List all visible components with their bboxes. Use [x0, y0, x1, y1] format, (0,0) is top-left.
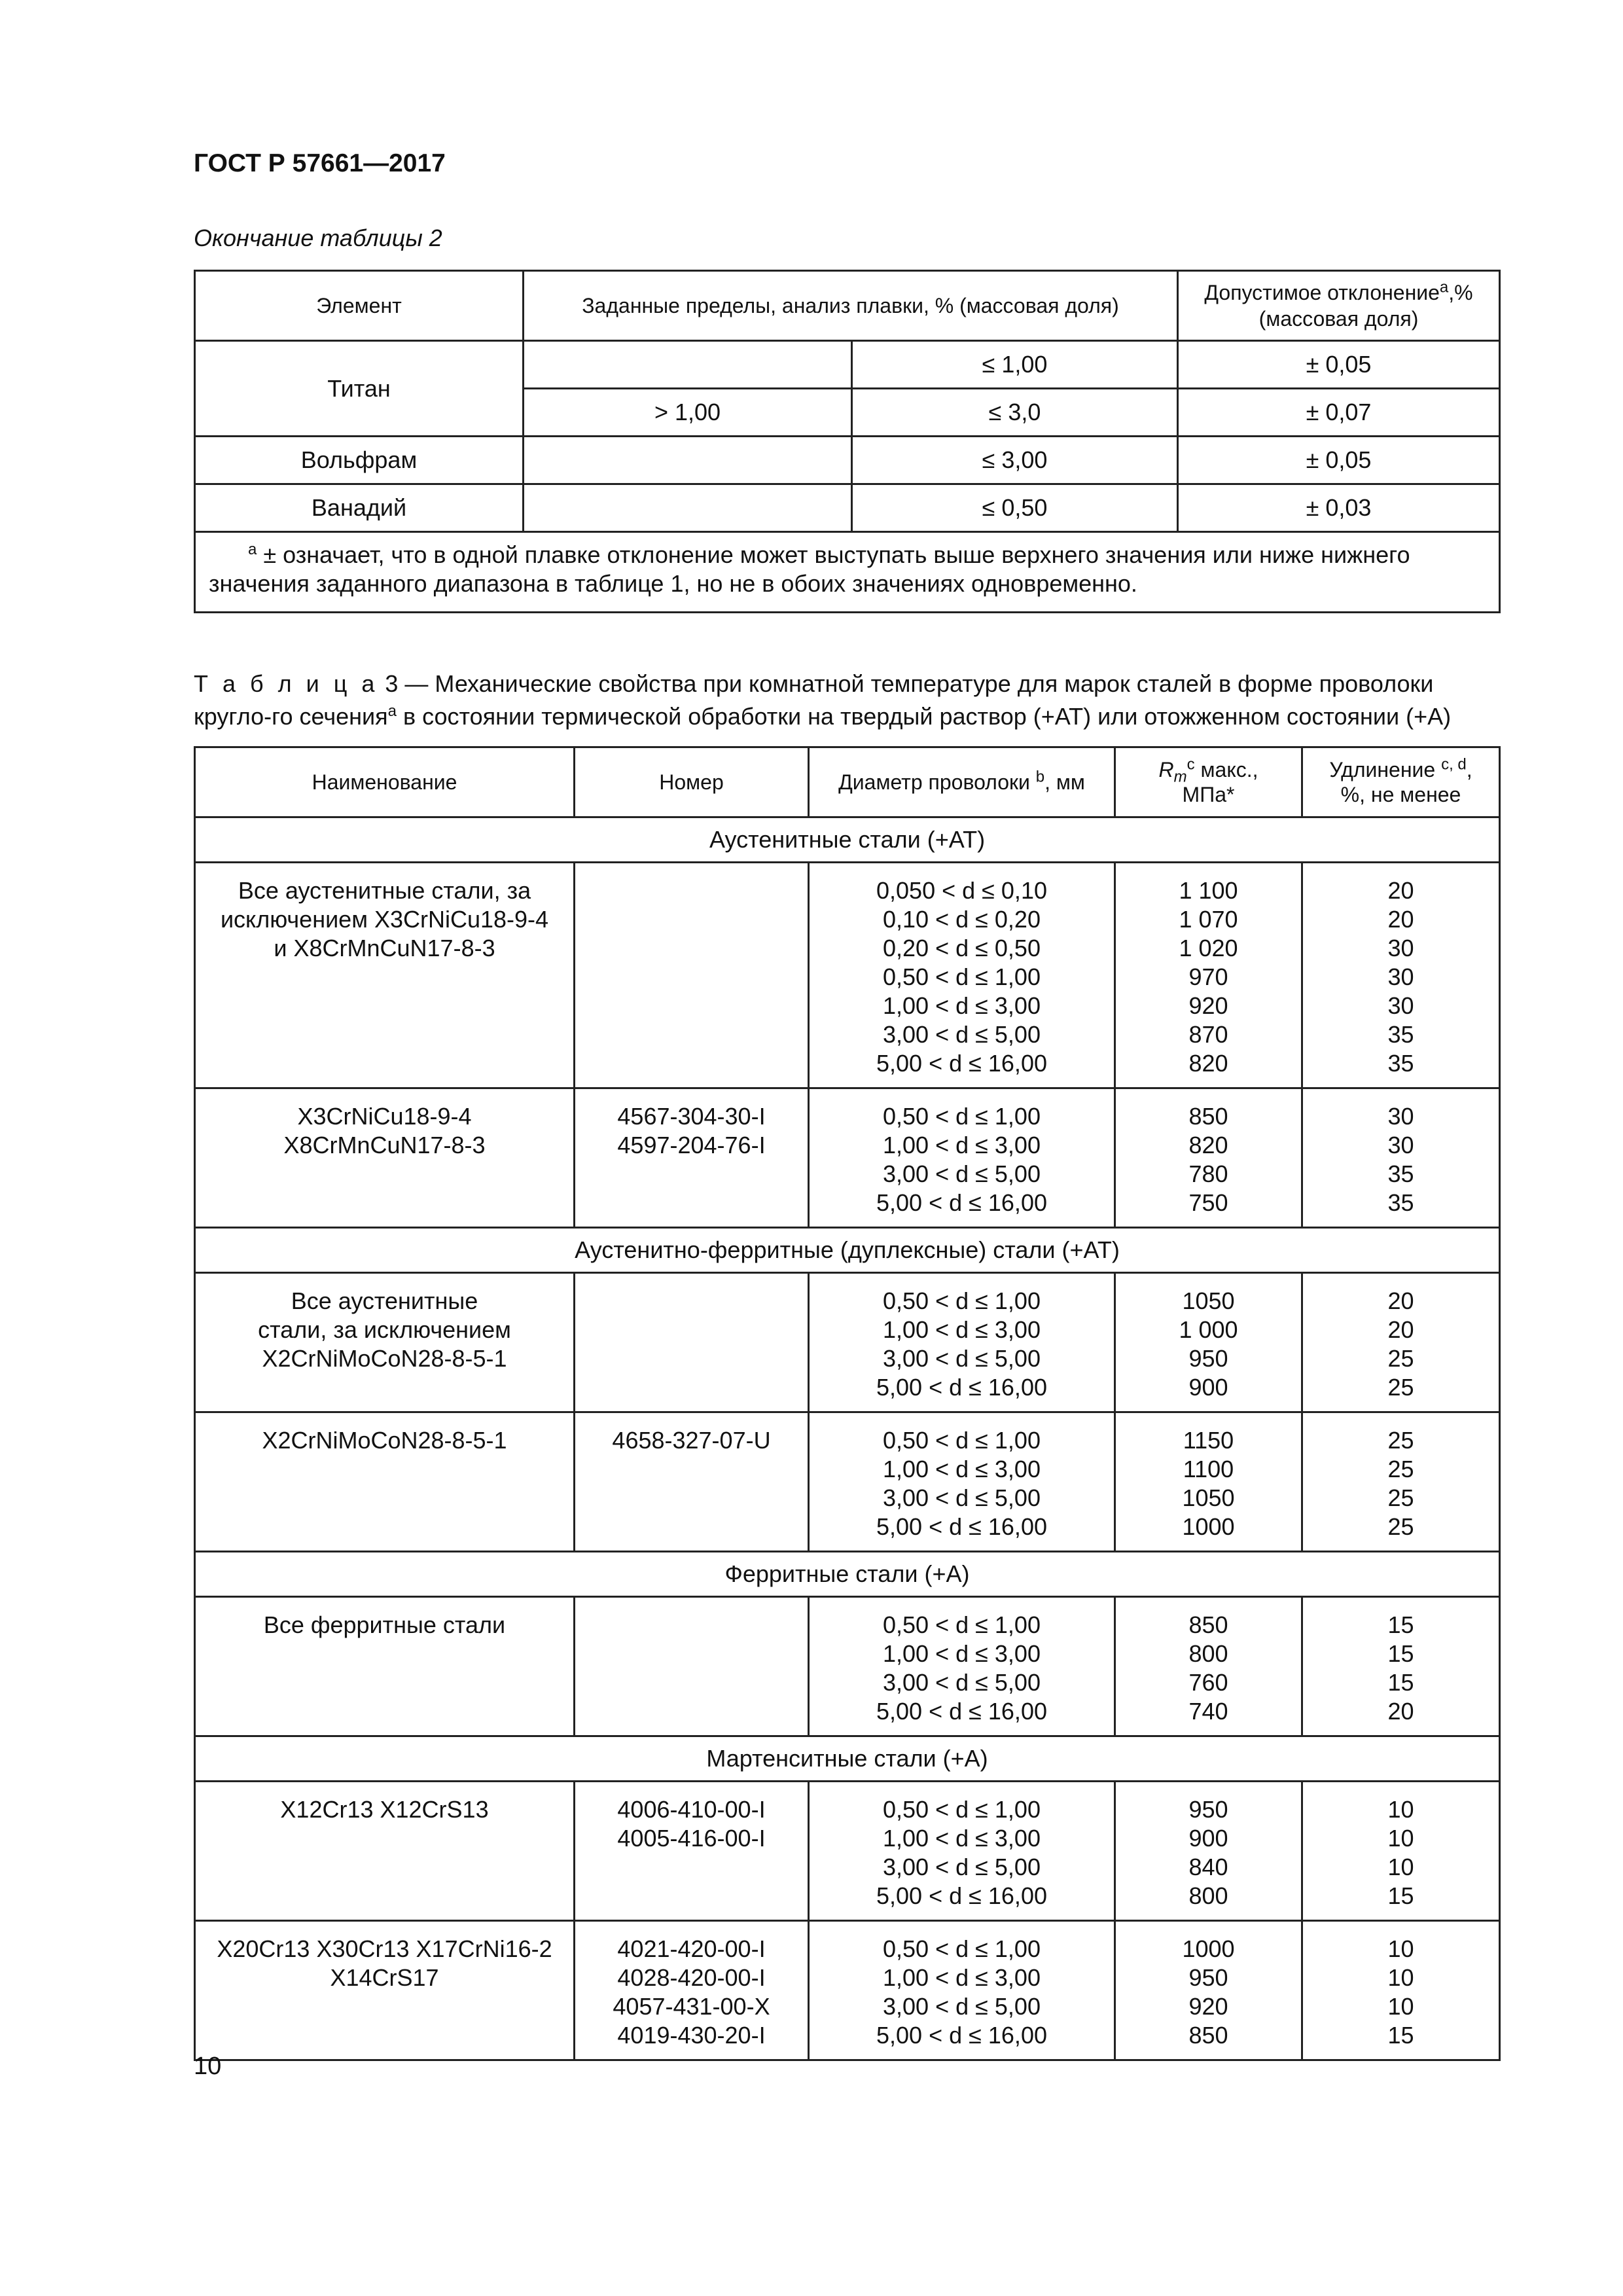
table-row	[195, 863, 1500, 1088]
table3-cell-rm-line: 920	[1188, 992, 1228, 1019]
table3-cell-name-line: Все аустенитные стали, за	[238, 877, 531, 904]
table3-cell-elongation-line: 10	[1387, 1964, 1414, 1991]
table3-cell-name	[195, 1273, 575, 1412]
table-row	[195, 437, 1500, 484]
table3-cell-rm-line: 850	[1188, 1611, 1228, 1638]
table3-cell-rm-line: 1000	[1182, 1513, 1235, 1540]
table3-cell-diameter-line: 0,20 < d ≤ 0,50	[883, 935, 1041, 961]
table3-cell-rm-line: 900	[1188, 1374, 1228, 1401]
table3-cell-name-line: X14CrS17	[330, 1964, 439, 1991]
table3-cell-rm-line: 950	[1188, 1964, 1228, 1991]
table2-cell-min	[524, 484, 852, 532]
table3-cell-diameter-line: 0,50 < d ≤ 1,00	[883, 1427, 1041, 1454]
table3-cell-diameter-line: 0,50 < d ≤ 1,00	[883, 1796, 1041, 1823]
table3-cell-rm-line: 1 100	[1179, 877, 1238, 904]
table3-cell-number	[575, 1597, 809, 1736]
table3-cell-number-line: 4658-327-07-U	[612, 1427, 771, 1454]
table-row	[195, 1273, 1500, 1412]
table3-cell-elongation-line: 10	[1387, 1993, 1414, 2020]
table3-cell-rm	[1115, 1273, 1302, 1412]
table3-cell-diameter-line: 5,00 < d ≤ 16,00	[876, 1050, 1047, 1077]
table3-cell-elongation-line: 35	[1387, 1050, 1414, 1077]
table3-cell-diameter	[809, 863, 1115, 1088]
table3-cell-elongation-line: 20	[1387, 1698, 1414, 1725]
table-row	[195, 484, 1500, 532]
table3-cell-rm	[1115, 1412, 1302, 1552]
table3-cell-name-line: Все ферритные стали	[263, 1611, 506, 1638]
table3-cell-elongation-line: 10	[1387, 1935, 1414, 1962]
table3-cell-elongation-line: 25	[1387, 1427, 1414, 1454]
table3-cell-diameter-line: 1,00 < d ≤ 3,00	[883, 1316, 1041, 1343]
table3-cell-diameter-line: 3,00 < d ≤ 5,00	[883, 1484, 1041, 1511]
table3-cell-number	[575, 1273, 809, 1412]
table-row	[195, 341, 1500, 389]
table3-group-row	[195, 1228, 1500, 1273]
table2-header-limits: Заданные пределы, анализ плавки, % (массовая доля)	[524, 271, 1178, 341]
table3-cell-rm-line: 870	[1188, 1021, 1228, 1048]
table3-cell-diameter-line: 3,00 < d ≤ 5,00	[883, 1160, 1041, 1187]
table3-header-elongation: Удлинение $^{c, d}$, %, не менее	[1302, 747, 1500, 817]
table3-cell-rm-line: 780	[1188, 1160, 1228, 1187]
table3-cell-elongation-line: 25	[1387, 1513, 1414, 1540]
table3-header-row	[195, 747, 1500, 817]
table3-cell-rm-line: 970	[1188, 963, 1228, 990]
table3-cell-rm-line: 850	[1188, 1103, 1228, 1130]
table3-cell-elongation-line: 35	[1387, 1160, 1414, 1187]
table2-cell-min	[524, 437, 852, 484]
table2-cell-min	[524, 341, 852, 389]
table-row	[195, 1597, 1500, 1736]
table3-cell-diameter-line: 5,00 < d ≤ 16,00	[876, 1882, 1047, 1909]
table3-cell-number	[575, 863, 809, 1088]
table3-cell-elongation	[1302, 1273, 1500, 1412]
table3-cell-rm	[1115, 1088, 1302, 1228]
table3-body	[195, 817, 1500, 2060]
table3-cell-number	[575, 1782, 809, 1921]
table2-cell-deviation: ± 0,05	[1178, 437, 1500, 484]
table3-cell-number-line: 4057-431-00-X	[613, 1993, 770, 2020]
standard-title: ГОСТ Р 57661—2017	[194, 149, 446, 177]
table3-cell-rm-line: 950	[1188, 1345, 1228, 1372]
table3-cell-diameter-line: 0,050 < d ≤ 0,10	[876, 877, 1047, 904]
table3-cell-rm	[1115, 863, 1302, 1088]
table3-cell-number	[575, 1412, 809, 1552]
table3-cell-diameter-line: 1,00 < d ≤ 3,00	[883, 1640, 1041, 1667]
page-number: 10	[194, 2053, 222, 2080]
table3-cell-number-line: 4021-420-00-I	[617, 1935, 766, 1962]
table3-group-row	[195, 1552, 1500, 1597]
table3-cell-diameter-line: 5,00 < d ≤ 16,00	[876, 2022, 1047, 2049]
table3-cell-elongation-line: 25	[1387, 1345, 1414, 1372]
table3-cell-elongation-line: 30	[1387, 935, 1414, 961]
table3-cell-diameter-line: 3,00 < d ≤ 5,00	[883, 1669, 1041, 1696]
table3-cell-diameter	[809, 1273, 1115, 1412]
table3-cell-diameter-line: 0,50 < d ≤ 1,00	[883, 1611, 1041, 1638]
table3-cell-name-line: X2CrNiMoCoN28-8-5-1	[262, 1345, 507, 1372]
table3-cell-name-line: исключением X3CrNiCu18-9-4	[220, 906, 549, 933]
table3-cell-diameter-line: 0,10 < d ≤ 0,20	[883, 906, 1041, 933]
table3-cell-elongation-line: 25	[1387, 1374, 1414, 1401]
table3-cell-diameter-line: 0,50 < d ≤ 1,00	[883, 963, 1041, 990]
table3-cell-rm-line: 1 000	[1179, 1316, 1238, 1343]
table3-cell-rm-line: 840	[1188, 1854, 1228, 1880]
table3-cell-number-line: 4597-204-76-I	[617, 1132, 766, 1158]
table3-cell-elongation	[1302, 1088, 1500, 1228]
table3-cell-name-line: X8CrMnCuN17-8-3	[283, 1132, 486, 1158]
table3-cell-rm-line: 800	[1188, 1640, 1228, 1667]
table3-cell-rm-line: 820	[1188, 1050, 1228, 1077]
table3-cell-elongation-line: 30	[1387, 1103, 1414, 1130]
table3-cell-diameter-line: 5,00 < d ≤ 16,00	[876, 1698, 1047, 1725]
table3-cell-elongation-line: 30	[1387, 992, 1414, 1019]
table3-cell-elongation-line: 10	[1387, 1825, 1414, 1852]
table3-cell-diameter-line: 5,00 < d ≤ 16,00	[876, 1513, 1047, 1540]
table3-cell-diameter-line: 0,50 < d ≤ 1,00	[883, 1287, 1041, 1314]
table3-cell-elongation-line: 15	[1387, 1669, 1414, 1696]
table3-cell-diameter-line: 1,00 < d ≤ 3,00	[883, 1825, 1041, 1852]
table3-cell-number-line: 4019-430-20-I	[617, 2022, 766, 2049]
table3-cell-diameter-line: 5,00 < d ≤ 16,00	[876, 1189, 1047, 1216]
table3-cell-diameter-line: 1,00 < d ≤ 3,00	[883, 992, 1041, 1019]
table2-footnote-row	[195, 532, 1500, 613]
footnote-text: ± означает, что в одной плавке отклонение может выступать выше верхнего значения или ниже нижнего значения заданного диапазона в таблице 1, но не в обоих значениях одновременно.	[209, 541, 1410, 597]
table3-cell-name-line: Все аустенитные	[291, 1287, 478, 1314]
table3-cell-rm-line: 800	[1188, 1882, 1228, 1909]
table3-cell-rm-line: 1000	[1182, 1935, 1235, 1962]
table3-cell-rm-line: 1150	[1183, 1427, 1234, 1454]
table3-cell-elongation-line: 20	[1387, 877, 1414, 904]
table3-cell-diameter-line: 5,00 < d ≤ 16,00	[876, 1374, 1047, 1401]
table3-cell-diameter-line: 1,00 < d ≤ 3,00	[883, 1964, 1041, 1991]
table3-cell-rm-line: 1050	[1182, 1484, 1235, 1511]
table3-cell-rm-line: 850	[1188, 2022, 1228, 2049]
table3-cell-elongation-line: 35	[1387, 1021, 1414, 1048]
table3-cell-name	[195, 1597, 575, 1736]
table3-header-name: Наименование	[195, 747, 575, 817]
table3-cell-rm-line: 900	[1188, 1825, 1228, 1852]
table3-cell-diameter	[809, 1921, 1115, 2060]
table2-cell-deviation: ± 0,07	[1178, 389, 1500, 437]
table2-cell-deviation: ± 0,05	[1178, 341, 1500, 389]
table3-cell-elongation	[1302, 1597, 1500, 1736]
table3-cell-name	[195, 1412, 575, 1552]
table3-cell-number-line: 4028-420-00-I	[617, 1964, 766, 1991]
table-row	[195, 1921, 1500, 2060]
table-row	[195, 1088, 1500, 1228]
table3-cell-number	[575, 1921, 809, 2060]
table3-group-row	[195, 1736, 1500, 1782]
table3-cell-name	[195, 1921, 575, 2060]
table3-group-title: Аустенитно-ферритные (дуплексные) стали (+AT)	[195, 1228, 1500, 1273]
table3-cell-elongation-line: 15	[1387, 1640, 1414, 1667]
footnote-marker: a	[248, 541, 257, 558]
table3-group-row	[195, 817, 1500, 863]
table3-cell-name	[195, 1782, 575, 1921]
table3-cell-number-line: 4006-410-00-I	[617, 1796, 766, 1823]
table3-cell-elongation-line: 20	[1387, 906, 1414, 933]
table2-cell-element: Титан	[195, 341, 524, 437]
table3-cell-diameter-line: 1,00 < d ≤ 3,00	[883, 1132, 1041, 1158]
table2-continuation-caption: Окончание таблицы 2	[194, 224, 442, 251]
table3-header-diameter: Диаметр проволоки $^b$, мм	[809, 747, 1115, 817]
table2-header-element: Элемент	[195, 271, 524, 341]
table3-cell-rm-line: 920	[1188, 1993, 1228, 2020]
table3-cell-diameter	[809, 1412, 1115, 1552]
table3-cell-elongation-line: 25	[1387, 1456, 1414, 1482]
table3-cell-rm-line: 1100	[1183, 1456, 1234, 1482]
table3-cell-elongation-line: 35	[1387, 1189, 1414, 1216]
table2-cell-deviation: ± 0,03	[1178, 484, 1500, 532]
table2-header-deviation: Допустимое отклонение$^a$,% (массовая доля)	[1178, 271, 1500, 341]
table3-cell-name-line: X20Cr13 X30Cr13 X17CrNi16-2	[217, 1935, 552, 1962]
table3-cell-diameter	[809, 1088, 1115, 1228]
table3-cell-diameter	[809, 1782, 1115, 1921]
table3-cell-rm	[1115, 1921, 1302, 2060]
table3-cell-number	[575, 1088, 809, 1228]
table3-cell-rm-line: 1050	[1182, 1287, 1235, 1314]
table3-cell-elongation	[1302, 1782, 1500, 1921]
table2-cell-max: ≤ 0,50	[852, 484, 1178, 532]
table3-cell-diameter-line: 3,00 < d ≤ 5,00	[883, 1021, 1041, 1048]
table2-cell-max: ≤ 1,00	[852, 341, 1178, 389]
table3	[194, 746, 1501, 2061]
table3-cell-elongation-line: 15	[1387, 1882, 1414, 1909]
table-row	[195, 1412, 1500, 1552]
table3-cell-diameter-line: 3,00 < d ≤ 5,00	[883, 1345, 1041, 1372]
table2-cell-max: ≤ 3,0	[852, 389, 1178, 437]
table2-cell-min: > 1,00	[524, 389, 852, 437]
table3-cell-elongation-line: 15	[1387, 1611, 1414, 1638]
table3-cell-rm-line: 740	[1188, 1698, 1228, 1725]
table2	[194, 270, 1501, 613]
table3-cell-elongation-line: 30	[1387, 963, 1414, 990]
table3-cell-diameter-line: 0,50 < d ≤ 1,00	[883, 1103, 1041, 1130]
table3-cell-diameter-line: 0,50 < d ≤ 1,00	[883, 1935, 1041, 1962]
table2-cell-element: Вольфрам	[195, 437, 524, 484]
table3-caption-label: Т а б л и ц а	[194, 670, 379, 697]
table3-cell-rm-line: 750	[1188, 1189, 1228, 1216]
table3-cell-diameter	[809, 1597, 1115, 1736]
table3-cell-diameter-line: 3,00 < d ≤ 5,00	[883, 1993, 1041, 2020]
table2-header-row	[195, 271, 1500, 341]
table3-cell-name-line: стали, за исключением	[258, 1316, 511, 1343]
table3-header-number: Номер	[575, 747, 809, 817]
table3-cell-elongation-line: 10	[1387, 1854, 1414, 1880]
table3-cell-rm-line: 760	[1188, 1669, 1228, 1696]
table3-cell-number-line: 4567-304-30-I	[617, 1103, 766, 1130]
table2-cell-element: Ванадий	[195, 484, 524, 532]
table3-header-rm: $R_m^c$ макс., МПа*	[1115, 747, 1302, 817]
table3-cell-elongation	[1302, 1921, 1500, 2060]
table3-cell-elongation-line: 10	[1387, 1796, 1414, 1823]
table3-group-title: Аустенитные стали (+AT)	[195, 817, 1500, 863]
table3-cell-rm-line: 1 070	[1179, 906, 1238, 933]
table3-cell-elongation-line: 20	[1387, 1316, 1414, 1343]
table3-group-title: Мартенситные стали (+A)	[195, 1736, 1500, 1782]
table3-cell-diameter-line: 3,00 < d ≤ 5,00	[883, 1854, 1041, 1880]
table-row	[195, 1782, 1500, 1921]
table3-cell-rm-line: 820	[1188, 1132, 1228, 1158]
table3-cell-name-line: X3CrNiCu18-9-4	[297, 1103, 472, 1130]
table3-cell-rm-line: 1 020	[1179, 935, 1238, 961]
table3-cell-elongation	[1302, 1412, 1500, 1552]
table3-cell-name-line: и X8CrMnCuN17-8-3	[274, 935, 495, 961]
table3-cell-rm	[1115, 1597, 1302, 1736]
table3-cell-elongation	[1302, 863, 1500, 1088]
table3-caption: Т а б л и ц а 3 — Механические свойства при комнатной температуре для марок сталей в форме проволоки кругло-го сечения$^a$ в состоянии термической обработки на твердый раствор (+AT) или отожженном состоянии (+A)	[194, 670, 1452, 730]
table3-cell-name	[195, 1088, 575, 1228]
table3-cell-diameter-line: 1,00 < d ≤ 3,00	[883, 1456, 1041, 1482]
table2-footnote	[195, 532, 1500, 613]
table3-cell-rm	[1115, 1782, 1302, 1921]
table3-cell-name	[195, 863, 575, 1088]
table3-cell-rm-line: 950	[1188, 1796, 1228, 1823]
table3-cell-number-line: 4005-416-00-I	[617, 1825, 766, 1852]
table3-cell-elongation-line: 20	[1387, 1287, 1414, 1314]
table3-cell-name-line: X12Cr13 X12CrS13	[280, 1796, 489, 1823]
table3-group-title: Ферритные стали (+A)	[195, 1552, 1500, 1597]
table3-cell-name-line: X2CrNiMoCoN28-8-5-1	[262, 1427, 507, 1454]
table3-cell-elongation-line: 25	[1387, 1484, 1414, 1511]
table3-cell-elongation-line: 15	[1387, 2022, 1414, 2049]
table3-cell-elongation-line: 30	[1387, 1132, 1414, 1158]
table2-cell-max: ≤ 3,00	[852, 437, 1178, 484]
